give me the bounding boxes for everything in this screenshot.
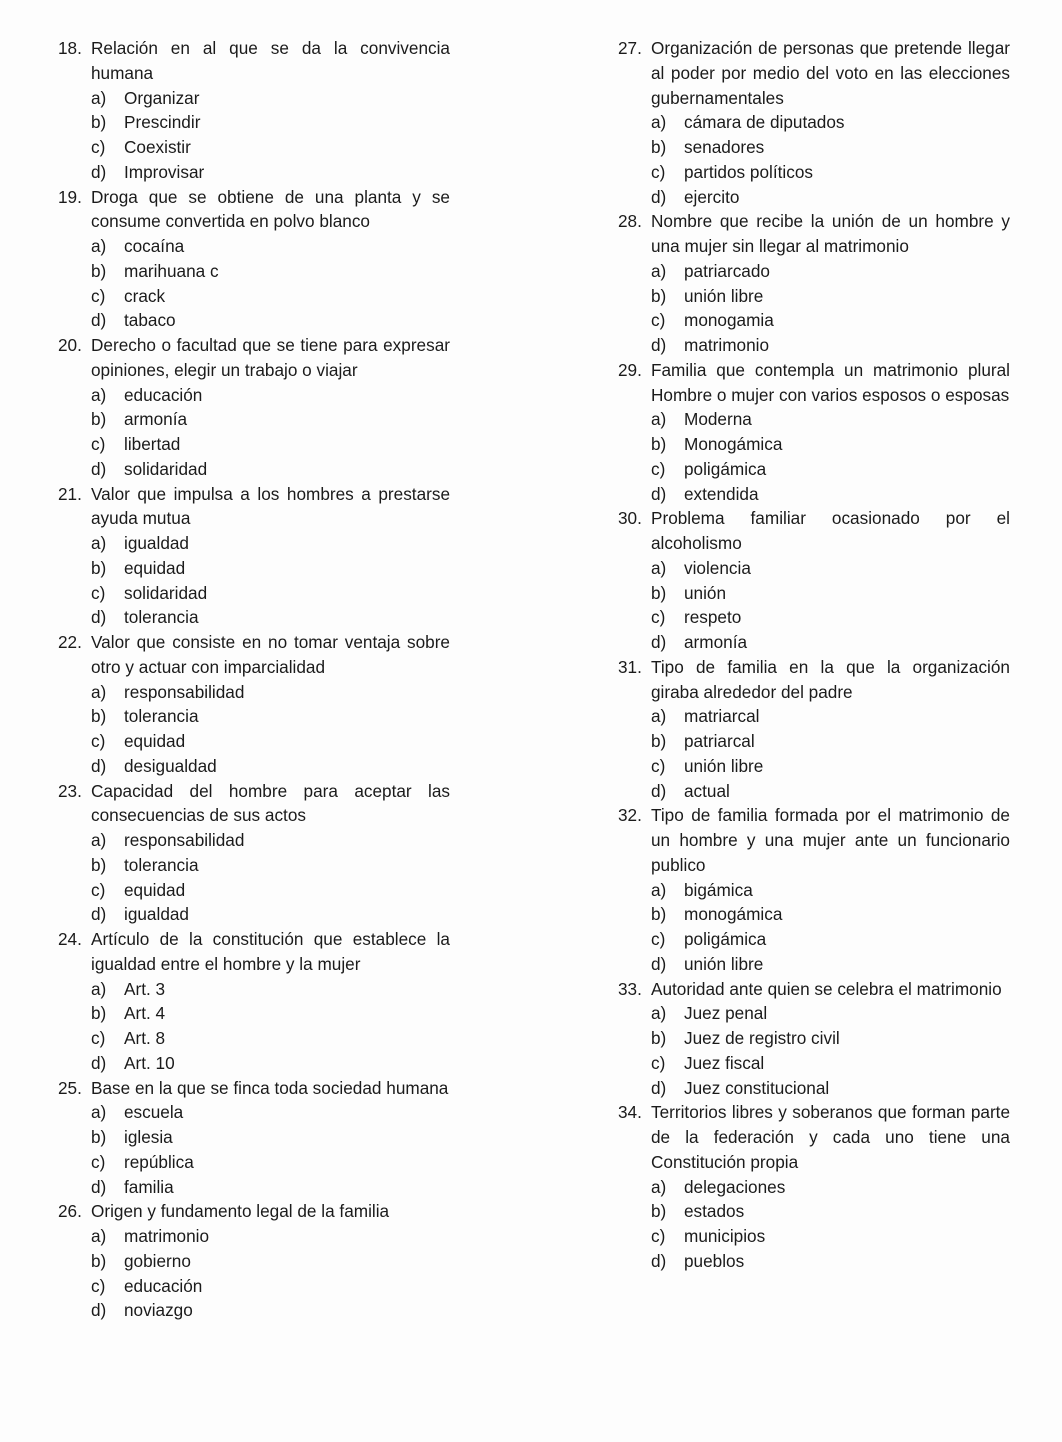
question-34	[618, 1100, 1010, 1273]
option-letter: b)	[651, 731, 667, 751]
option-letter: c)	[651, 1226, 666, 1246]
option-letter: a)	[91, 978, 107, 999]
option-letter: a)	[91, 681, 107, 702]
option-text: Art. 4	[124, 1003, 166, 1024]
question-number: 26.	[58, 1201, 82, 1222]
option-text: gobierno	[124, 1250, 191, 1271]
option-text: municipios	[684, 1226, 766, 1246]
option-letter: c)	[651, 1052, 666, 1073]
option-letter: c)	[91, 1275, 106, 1296]
option-c	[58, 135, 450, 160]
option-text: monogamia	[684, 310, 774, 331]
option-b	[58, 853, 450, 878]
option-text: equidad	[124, 731, 186, 751]
option-text: armonía	[684, 632, 748, 652]
option-letter: a)	[91, 236, 107, 256]
option-d	[58, 160, 450, 185]
option-d	[58, 457, 450, 482]
question-stem	[58, 333, 450, 383]
option-text: unión libre	[684, 953, 764, 974]
option-text: Monogámica	[684, 434, 783, 454]
option-text: patriarcado	[684, 260, 770, 281]
option-a	[58, 680, 450, 705]
question-stem	[58, 482, 450, 532]
option-letter: c)	[91, 434, 106, 454]
question-number: 32.	[618, 805, 642, 826]
question-number: 33.	[618, 978, 642, 999]
option-letter: d)	[651, 953, 667, 974]
option-b	[618, 1026, 1010, 1051]
question-stem	[618, 36, 1010, 110]
option-text: libertad	[124, 434, 181, 454]
option-text: matrimonio	[684, 335, 770, 355]
option-text: Coexistir	[124, 137, 191, 157]
option-c	[618, 754, 1010, 779]
option-text: Juez penal	[684, 1003, 768, 1024]
option-a	[58, 234, 450, 259]
question-23	[58, 779, 450, 928]
option-letter: d)	[651, 632, 667, 652]
option-d	[618, 482, 1010, 507]
option-a	[58, 531, 450, 556]
question-text: Tipo de familia en la que la organización giraba alrededor del padre	[651, 656, 1010, 702]
question-number: 24.	[58, 929, 82, 949]
option-letter: a)	[651, 879, 667, 900]
option-letter: d)	[91, 161, 107, 182]
option-b	[58, 110, 450, 135]
option-a	[58, 383, 450, 408]
question-32	[618, 803, 1010, 976]
option-b	[618, 1199, 1010, 1224]
option-letter: b)	[91, 557, 107, 578]
option-letter: d)	[91, 607, 107, 628]
option-c	[58, 1150, 450, 1175]
option-text: educación	[124, 1275, 203, 1296]
option-text: unión	[684, 582, 727, 603]
option-text: delegaciones	[684, 1176, 786, 1197]
option-text: monogámica	[684, 904, 783, 925]
option-letter: b)	[91, 1127, 107, 1147]
option-d	[618, 1076, 1010, 1101]
option-letter: a)	[651, 260, 667, 281]
option-text: actual	[684, 780, 730, 801]
option-text: bigámica	[684, 879, 753, 900]
option-letter: c)	[91, 285, 106, 306]
option-text: solidaridad	[124, 458, 208, 479]
option-letter: c)	[651, 929, 666, 949]
question-stem	[618, 209, 1010, 259]
option-a	[618, 259, 1010, 284]
option-a	[618, 1175, 1010, 1200]
option-text: Art. 3	[124, 978, 166, 999]
option-text: unión libre	[684, 285, 764, 306]
option-d	[618, 1249, 1010, 1274]
option-text: Organizar	[124, 87, 200, 108]
option-b	[618, 284, 1010, 309]
option-b	[58, 1249, 450, 1274]
option-text: república	[124, 1151, 194, 1172]
question-31	[618, 655, 1010, 804]
option-letter: a)	[91, 87, 107, 108]
option-text: equidad	[124, 879, 186, 900]
option-letter: b)	[651, 1201, 667, 1222]
option-text: tolerancia	[124, 607, 199, 628]
option-d	[618, 779, 1010, 804]
option-letter: b)	[91, 1003, 107, 1024]
option-a	[618, 878, 1010, 903]
option-c	[618, 457, 1010, 482]
question-stem	[618, 506, 1010, 556]
option-letter: c)	[651, 607, 666, 628]
option-letter: a)	[651, 1003, 667, 1024]
option-text: educación	[124, 384, 203, 405]
option-a	[618, 1001, 1010, 1026]
question-text: Valor que consiste en no tomar ventaja sobre otro y actuar con imparcialidad	[91, 632, 450, 677]
question-number: 20.	[58, 335, 82, 355]
option-letter: a)	[651, 706, 667, 727]
option-letter: c)	[651, 161, 666, 182]
option-letter: b)	[91, 1250, 107, 1271]
option-letter: c)	[91, 582, 106, 603]
option-text: solidaridad	[124, 582, 208, 603]
option-c	[58, 878, 450, 903]
question-stem	[618, 358, 1010, 408]
option-letter: d)	[91, 1300, 107, 1321]
option-text: unión libre	[684, 755, 764, 776]
question-text: Droga que se obtiene de una planta y se consume convertida en polvo blanco	[91, 186, 450, 232]
question-stem	[58, 927, 450, 977]
option-c	[618, 605, 1010, 630]
option-letter: a)	[651, 1176, 667, 1197]
question-stem	[58, 779, 450, 829]
question-stem	[58, 185, 450, 235]
question-29	[618, 358, 1010, 507]
option-text: marihuana c	[124, 260, 219, 281]
option-letter: a)	[91, 1226, 107, 1246]
question-text: Valor que impulsa a los hombres a prestarse ayuda mutua	[91, 483, 450, 529]
option-text: respeto	[684, 607, 742, 628]
option-letter: c)	[651, 310, 666, 331]
option-letter: c)	[91, 137, 106, 157]
question-text: Capacidad del hombre para aceptar las consecuencias de sus actos	[91, 780, 450, 826]
option-text: violencia	[684, 557, 751, 578]
option-letter: d)	[91, 755, 107, 776]
option-letter: a)	[91, 384, 107, 405]
question-27	[618, 36, 1010, 209]
option-text: igualdad	[124, 533, 189, 553]
option-letter: d)	[651, 186, 667, 207]
question-stem	[58, 1076, 450, 1101]
option-text: Art. 8	[124, 1028, 166, 1048]
question-number: 34.	[618, 1102, 642, 1123]
question-text: Autoridad ante quien se celebra el matrimonio	[651, 978, 1002, 999]
option-letter: d)	[91, 310, 107, 331]
option-c	[618, 160, 1010, 185]
option-letter: d)	[651, 335, 667, 355]
question-text: Origen y fundamento legal de la familia	[91, 1201, 390, 1222]
question-33	[618, 977, 1010, 1101]
question-text: Derecho o facultad que se tiene para expresar opiniones, elegir un trabajo o viajar	[91, 335, 450, 380]
option-a	[58, 1224, 450, 1249]
option-letter: d)	[651, 483, 667, 504]
question-stem	[58, 630, 450, 680]
option-d	[618, 952, 1010, 977]
option-letter: a)	[91, 830, 107, 850]
option-text: senadores	[684, 137, 765, 157]
option-a	[58, 86, 450, 111]
option-b	[58, 259, 450, 284]
option-text: extendida	[684, 483, 759, 504]
option-a	[58, 1100, 450, 1125]
option-text: desigualdad	[124, 755, 217, 776]
option-text: tolerancia	[124, 706, 199, 727]
question-stem	[58, 1199, 450, 1224]
option-text: estados	[684, 1201, 745, 1222]
option-b	[58, 1125, 450, 1150]
option-text: Prescindir	[124, 112, 201, 133]
option-c	[618, 308, 1010, 333]
option-text: responsabilidad	[124, 830, 245, 850]
option-c	[58, 1026, 450, 1051]
question-text: Familia que contempla un matrimonio plural Hombre o mujer con varios esposos o esposas	[651, 359, 1010, 405]
option-text: cocaína	[124, 236, 185, 256]
option-c	[618, 1051, 1010, 1076]
question-28	[618, 209, 1010, 358]
option-letter: c)	[91, 879, 106, 900]
question-20	[58, 333, 450, 482]
question-text: Relación en al que se da la convivencia humana	[91, 38, 450, 83]
option-d	[58, 902, 450, 927]
option-letter: d)	[91, 1176, 107, 1197]
option-text: crack	[124, 285, 166, 306]
question-stem	[618, 1100, 1010, 1174]
option-c	[58, 1274, 450, 1299]
option-d	[618, 630, 1010, 655]
question-25	[58, 1076, 450, 1200]
question-text: Tipo de familia formada por el matrimonio de un hombre y una mujer ante un funcionario publico	[651, 805, 1010, 875]
option-letter: b)	[651, 137, 667, 157]
option-text: familia	[124, 1176, 174, 1197]
question-stem	[618, 977, 1010, 1002]
option-letter: a)	[91, 533, 107, 553]
question-text: Nombre que recibe la unión de un hombre y una mujer sin llegar al matrimonio	[651, 211, 1010, 256]
option-d	[618, 185, 1010, 210]
option-letter: b)	[91, 409, 107, 430]
option-text: poligámica	[684, 929, 767, 949]
option-text: Juez fiscal	[684, 1052, 765, 1073]
option-letter: c)	[91, 731, 106, 751]
option-b	[58, 1001, 450, 1026]
option-text: responsabilidad	[124, 681, 245, 702]
option-d	[58, 1298, 450, 1323]
option-text: escuela	[124, 1102, 184, 1123]
question-number: 29.	[618, 359, 642, 380]
option-d	[58, 1051, 450, 1076]
option-text: Art. 10	[124, 1052, 175, 1073]
question-text: Organización de personas que pretende llegar al poder por medio del voto en las elecciones gubernamentales	[651, 38, 1010, 108]
question-text: Base en la que se finca toda sociedad humana	[91, 1077, 449, 1098]
option-text: igualdad	[124, 904, 189, 925]
option-letter: a)	[651, 409, 667, 430]
option-a	[58, 828, 450, 853]
question-stem	[58, 36, 450, 86]
option-d	[58, 1175, 450, 1200]
option-letter: b)	[91, 854, 107, 875]
option-text: Improvisar	[124, 161, 205, 182]
option-text: pueblos	[684, 1250, 745, 1271]
question-19	[58, 185, 450, 334]
option-text: matriarcal	[684, 706, 760, 727]
question-number: 30.	[618, 508, 642, 529]
option-c	[58, 581, 450, 606]
option-b	[618, 135, 1010, 160]
option-b	[618, 432, 1010, 457]
option-letter: b)	[651, 285, 667, 306]
option-a	[618, 556, 1010, 581]
option-letter: b)	[651, 904, 667, 925]
option-letter: d)	[91, 1052, 107, 1073]
option-text: equidad	[124, 557, 186, 578]
option-letter: b)	[91, 260, 107, 281]
question-text: Artículo de la constitución que establece la igualdad entre el hombre y la mujer	[91, 929, 450, 974]
option-letter: c)	[91, 1151, 106, 1172]
option-text: ejercito	[684, 186, 740, 207]
option-text: iglesia	[124, 1127, 173, 1147]
option-c	[58, 729, 450, 754]
question-number: 22.	[58, 632, 82, 652]
option-letter: a)	[651, 112, 667, 133]
question-stem	[618, 803, 1010, 877]
right-column	[618, 36, 1010, 1274]
question-30	[618, 506, 1010, 655]
option-b	[618, 902, 1010, 927]
option-letter: a)	[651, 557, 667, 578]
option-d	[58, 605, 450, 630]
question-18	[58, 36, 450, 185]
question-number: 23.	[58, 780, 82, 801]
question-number: 28.	[618, 211, 642, 232]
question-22	[58, 630, 450, 779]
option-text: partidos políticos	[684, 161, 813, 182]
option-b	[618, 729, 1010, 754]
question-number: 18.	[58, 38, 82, 58]
option-b	[58, 407, 450, 432]
question-26	[58, 1199, 450, 1323]
option-letter: b)	[651, 1028, 667, 1048]
option-letter: c)	[651, 755, 666, 776]
option-a	[618, 407, 1010, 432]
option-text: tabaco	[124, 310, 176, 331]
option-b	[618, 581, 1010, 606]
option-text: poligámica	[684, 458, 767, 479]
option-letter: a)	[91, 1102, 107, 1123]
option-text: armonía	[124, 409, 188, 430]
option-c	[58, 432, 450, 457]
option-letter: c)	[91, 1028, 106, 1048]
option-d	[58, 308, 450, 333]
option-text: noviazgo	[124, 1300, 193, 1321]
option-c	[58, 284, 450, 309]
option-text: cámara de diputados	[684, 112, 845, 133]
option-a	[58, 977, 450, 1002]
question-24	[58, 927, 450, 1076]
option-letter: b)	[91, 706, 107, 727]
option-b	[58, 556, 450, 581]
option-letter: d)	[651, 1077, 667, 1098]
option-text: Juez constitucional	[684, 1077, 830, 1098]
question-21	[58, 482, 450, 631]
option-d	[58, 754, 450, 779]
question-number: 19.	[58, 186, 82, 207]
option-letter: c)	[651, 458, 666, 479]
option-a	[618, 704, 1010, 729]
question-text: Problema familiar ocasionado por el alcoholismo	[651, 508, 1010, 553]
option-letter: d)	[91, 458, 107, 479]
question-text: Territorios libres y soberanos que forman parte de la federación y cada uno tiene una Constitución propia	[651, 1102, 1010, 1172]
question-number: 21.	[58, 483, 82, 504]
question-number: 27.	[618, 38, 642, 58]
question-number: 25.	[58, 1077, 82, 1098]
question-stem	[618, 655, 1010, 705]
option-text: Moderna	[684, 409, 752, 430]
option-letter: b)	[651, 582, 667, 603]
option-text: tolerancia	[124, 854, 199, 875]
left-column	[58, 36, 450, 1323]
option-letter: b)	[91, 112, 107, 133]
option-c	[618, 1224, 1010, 1249]
option-c	[618, 927, 1010, 952]
option-text: Juez de registro civil	[684, 1028, 840, 1048]
option-letter: b)	[651, 434, 667, 454]
option-b	[58, 704, 450, 729]
question-number: 31.	[618, 656, 642, 677]
option-letter: d)	[91, 904, 107, 925]
option-letter: d)	[651, 780, 667, 801]
option-text: matrimonio	[124, 1226, 210, 1246]
option-letter: d)	[651, 1250, 667, 1271]
option-d	[618, 333, 1010, 358]
option-text: patriarcal	[684, 731, 755, 751]
option-a	[618, 110, 1010, 135]
